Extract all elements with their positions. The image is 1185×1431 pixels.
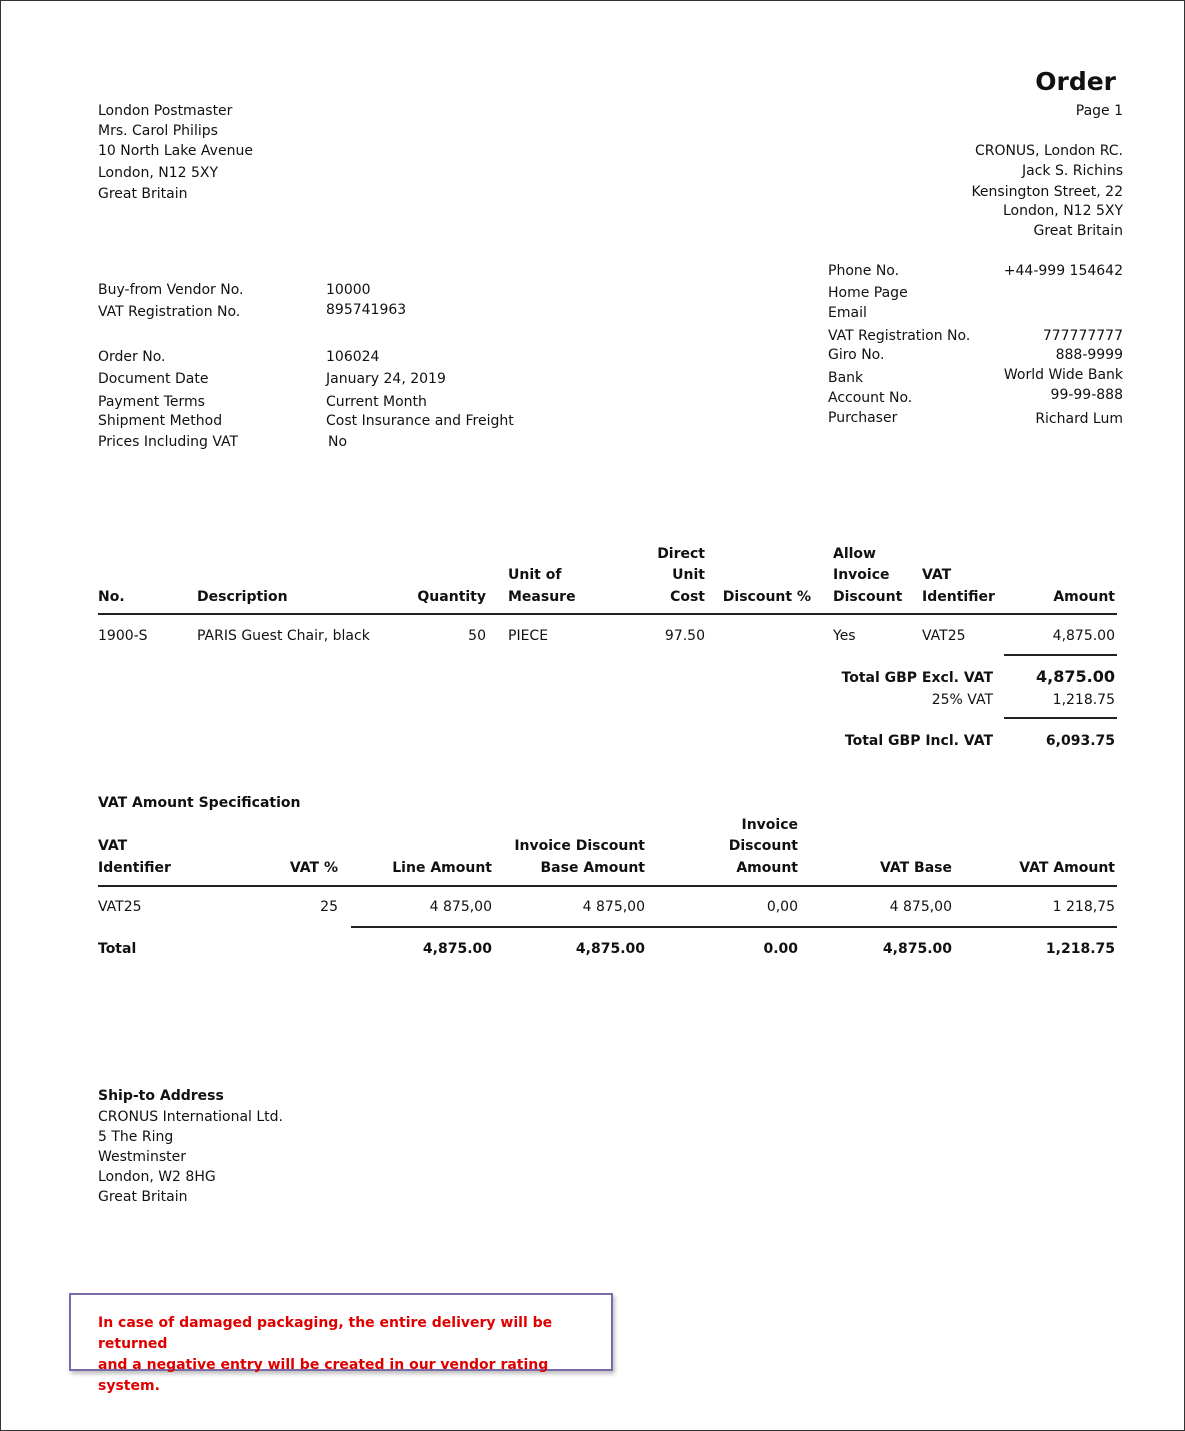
note-line: and a negative entry will be created in our vendor rating system. [98,1357,549,1394]
company-address-line: Great Britain [1033,223,1123,239]
cell-quantity: 50 [468,628,486,644]
vendor-info-value: Cost Insurance and Freight [326,413,514,429]
vat-total-base: 4,875.00 [882,941,952,957]
vat-cell-inv-disc-base: 4 875,00 [582,899,645,915]
total-incl-vat-value: 6,093.75 [1045,733,1115,749]
company-info-label: Phone No. [828,263,900,279]
damaged-packaging-note [69,1293,613,1394]
vat-col-header-base: VAT Base [879,860,952,876]
company-info-value: 99-99-888 [1050,387,1123,403]
page-number: Page 1 [1075,103,1123,119]
vat-col-header-line-amount: Line Amount [392,860,492,876]
company-info-value: Richard Lum [1035,411,1123,427]
col-header-discount: Discount % [722,589,811,605]
vat-col-header-identifier: Identifier [98,860,171,876]
cell-description: PARIS Guest Chair, black [197,628,370,644]
vat-total-inv-disc-amount: 0.00 [763,941,798,957]
col-header-direct-unit-cost: Cost [670,589,705,605]
col-header-vat-identifier: VAT [922,567,952,583]
cell-vat-identifier: VAT25 [922,628,966,644]
col-header-description: Description [197,589,288,605]
ship-to-line: London, W2 8HG [98,1169,216,1185]
ship-to-line: Westminster [98,1149,186,1165]
vat-col-header-inv-disc-amount: Amount [736,860,798,876]
company-info-label: Email [828,305,867,321]
vat-col-header-inv-disc-base: Invoice Discount [514,838,645,854]
note-line: In case of damaged packaging, the entire delivery will be returned [98,1315,553,1352]
company-info-value: 777777777 [1042,328,1123,344]
vendor-info-value: Current Month [326,394,427,410]
vat-col-header-inv-disc-amount: Discount [728,838,798,854]
ship-to-title: Ship-to Address [98,1088,224,1104]
company-info-label: Giro No. [828,347,885,363]
col-header-allow-invoice-discount: Discount [833,589,903,605]
vat-col-header-amount: VAT Amount [1019,860,1115,876]
company-address-line: CRONUS, London RC. [974,143,1123,159]
company-info-value: +44-999 154642 [1003,263,1123,279]
company-address-line: London, N12 5XY [1002,203,1123,219]
col-header-amount: Amount [1053,589,1115,605]
cell-uom: PIECE [508,628,549,644]
document-title: Order [1035,67,1116,96]
vat-total-line-amount: 4,875.00 [422,941,492,957]
vendor-info-label: VAT Registration No. [98,304,241,320]
vendor-address-line: 10 North Lake Avenue [98,143,253,159]
vendor-info-label: Prices Including VAT [98,434,239,450]
company-address-line: Jack S. Richins [1022,163,1123,179]
cell-allow-invoice-discount: Yes [833,628,856,644]
vendor-info-value: 10000 [326,282,371,298]
ship-to-line: 5 The Ring [98,1129,174,1145]
vat-total-label: Total [98,941,137,957]
col-header-allow-invoice-discount: Invoice [833,567,890,583]
col-header-no: No. [98,589,125,605]
vat-total-amount: 1,218.75 [1045,941,1115,957]
total-divider [351,926,1117,928]
vendor-info-value: January 24, 2019 [326,371,446,387]
cell-amount: 4,875.00 [1052,628,1115,644]
cell-direct-unit-cost: 97.50 [664,628,705,644]
vat-cell-line-amount: 4 875,00 [429,899,492,915]
company-info-value: 888-9999 [1055,347,1123,363]
vendor-info-value: No [328,434,348,450]
vat-cell-base: 4 875,00 [889,899,952,915]
vat-cell-amount: 1 218,75 [1052,899,1115,915]
company-info-label: Account No. [828,390,913,406]
totals-divider [1004,717,1117,719]
col-header-direct-unit-cost: Unit [672,567,705,583]
company-info-label: VAT Registration No. [828,328,971,344]
ship-to-line: CRONUS International Ltd. [98,1109,284,1125]
total-excl-vat-label: Total GBP Excl. VAT [841,670,993,686]
vat-col-header-pct: VAT % [289,860,338,876]
vendor-address-line: London, N12 5XY [98,165,219,181]
vendor-info-label: Shipment Method [98,413,223,429]
vat-spec-title: VAT Amount Specification [98,795,301,811]
col-header-quantity: Quantity [417,589,486,605]
vat-value: 1,218.75 [1052,692,1115,708]
vat-col-header-inv-disc-amount: Invoice [741,817,798,833]
total-incl-vat-label: Total GBP Incl. VAT [844,733,993,749]
vendor-info-label: Document Date [98,371,209,387]
company-info-label: Bank [828,370,864,386]
col-header-allow-invoice-discount: Allow [833,546,876,562]
vendor-info-label: Buy-from Vendor No. [98,282,244,298]
totals-divider [1004,654,1117,656]
col-header-vat-identifier: Identifier [922,589,995,605]
vat-label: 25% VAT [931,692,993,708]
vendor-info-value: 106024 [326,349,380,365]
vat-col-header-inv-disc-base: Base Amount [540,860,645,876]
col-header-uom: Unit of [508,567,562,583]
cell-no: 1900-S [98,628,148,644]
vendor-address-line: Great Britain [98,186,188,202]
header-divider [98,885,1117,887]
vat-total-inv-disc-base: 4,875.00 [575,941,645,957]
header-divider [98,613,1117,615]
vat-cell-inv-disc-amount: 0,00 [766,899,798,915]
company-info-label: Home Page [828,285,908,301]
vat-cell-pct: 25 [320,899,338,915]
company-info-value: World Wide Bank [1003,367,1123,383]
total-excl-vat-value: 4,875.00 [1036,667,1115,686]
vendor-info-value: 895741963 [326,302,407,318]
vendor-info-label: Payment Terms [98,394,205,410]
vat-col-header-identifier: VAT [98,838,128,854]
vendor-info-label: Order No. [98,349,166,365]
company-address-line: Kensington Street, 22 [971,184,1123,200]
vat-cell-identifier: VAT25 [98,899,142,915]
col-header-uom: Measure [508,589,576,605]
vendor-address-line: London Postmaster [98,103,233,119]
vendor-address-line: Mrs. Carol Philips [98,123,218,139]
ship-to-line: Great Britain [98,1189,188,1205]
company-info-label: Purchaser [828,410,898,426]
col-header-direct-unit-cost: Direct [657,546,705,562]
